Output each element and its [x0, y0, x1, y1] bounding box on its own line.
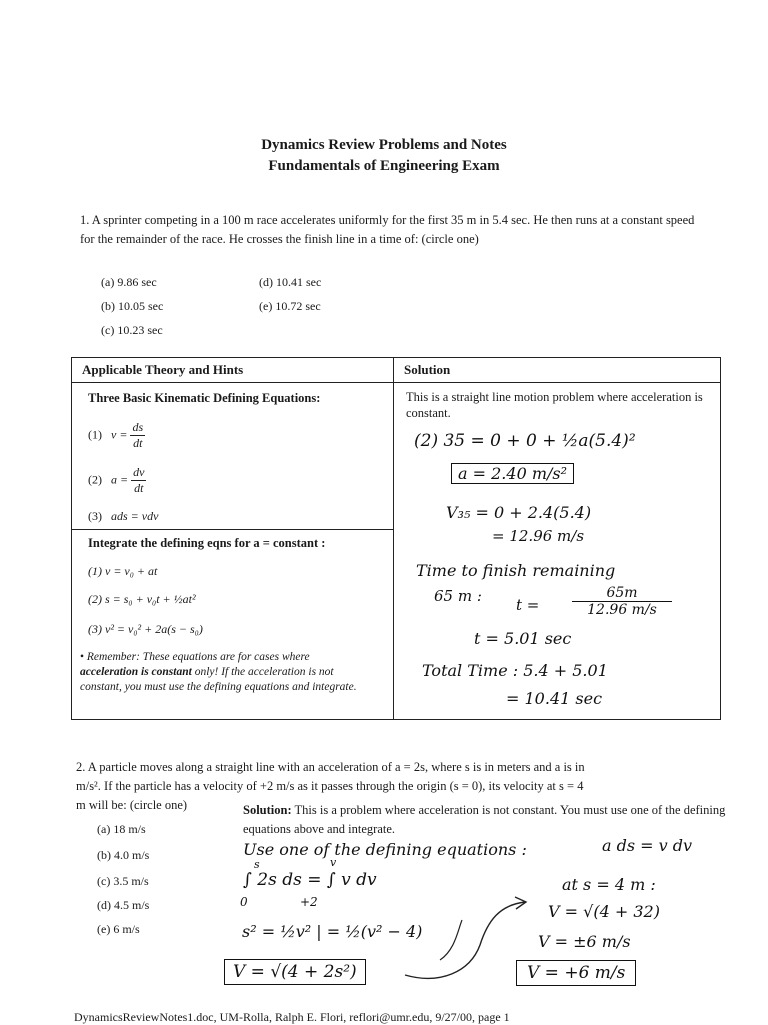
kinematic-eq-2	[88, 465, 146, 496]
solution-text: This is a problem where acceleration is not constant. You must use one of the defining equations above and integrate.	[243, 803, 726, 836]
theory-header: Applicable Theory and Hints	[72, 358, 394, 383]
kinematic-heading: Three Basic Kinematic Defining Equations:	[88, 391, 321, 405]
hand-fraction	[572, 585, 672, 618]
hand-eq-line-4: = 12.96 m/s	[492, 527, 585, 545]
hand-v-root: V = √(4 + 32)	[548, 902, 660, 921]
hand-boxed-final-answer: V = +6 m/s	[516, 960, 636, 986]
hand-eq-line-3: V₃₅ = 0 + 2.4(5.4)	[446, 503, 592, 522]
problem-1-option-d: (d) 10.41 sec	[259, 275, 322, 289]
eq-label: (1)	[88, 427, 102, 442]
page-footer: DynamicsReviewNotes1.doc, UM-Rolla, Ralph E. Flori, reflori@umr.edu, 9/27/00, page 1	[74, 1010, 510, 1024]
solution-label: Solution:	[243, 803, 292, 817]
hand-integral: ∫ 2s ds = ∫ v dv	[243, 870, 377, 890]
hand-eq-line-1: (2) 35 = 0 + 0 + ½a(5.4)²	[414, 431, 636, 451]
hand-lower-limit-2: +2	[300, 895, 318, 909]
eq-label: (3)	[88, 509, 102, 523]
integrated-eq-3: (3) v² = v₀² + 2a(s − s₀)	[88, 622, 203, 636]
eq-text: ads = vdv	[111, 509, 159, 523]
numerator: dv	[133, 465, 145, 479]
integrated-heading: Integrate the defining eqns for a = constant :	[88, 536, 326, 550]
kinematic-eq-3	[88, 509, 158, 524]
problem-1-option-e: (e) 10.72 sec	[259, 299, 321, 313]
eq-lhs: v =	[111, 427, 128, 442]
hand-lower-limit-0: 0	[240, 895, 248, 909]
hand-eq-line-5: Time to finish remaining	[416, 561, 616, 580]
hand-upper-limit-v: v	[330, 856, 337, 869]
hand-eq-line-10: = 10.41 sec	[506, 689, 603, 708]
fraction-dv-dt	[131, 465, 146, 496]
note-text-1: These equations are for cases where	[139, 651, 310, 663]
integrated-eq-2: (2) s = s₀ + v₀t + ½at²	[88, 592, 196, 606]
document-subtitle: Fundamentals of Engineering Exam	[268, 158, 500, 174]
hand-use-equation: Use one of the defining equations :	[243, 840, 527, 859]
eq-label: (2)	[88, 472, 102, 487]
note-text-2: only! If the acceleration is not constant, you must use the defining equations and integrate.	[80, 666, 357, 693]
hand-eq-line-9: Total Time : 5.4 + 5.01	[422, 661, 608, 680]
hand-arrow-strokes	[400, 890, 540, 990]
note-remember: Remember:	[86, 651, 140, 663]
solution-1-cell	[394, 383, 721, 720]
note-bold: acceleration is constant	[80, 666, 192, 678]
problem-2-line-2: m/s². If the particle has a velocity of +2 m/s as it passes through the origin (s = 0), its velocity at s = 4	[76, 779, 584, 793]
kinematic-eq-1	[88, 420, 145, 451]
problem-1-text: 1. A sprinter competing in a 100 m race accelerates uniformly for the first 35 m in 5.4 sec. He then runs at a constant speed for the remainder of the race. He crosses the finish line in a time of: (circle one)	[80, 213, 695, 246]
numerator: ds	[132, 420, 144, 434]
kinematic-equations-cell	[72, 383, 394, 530]
hand-side-stroke	[440, 920, 462, 960]
theory-solution-table	[71, 357, 721, 720]
solution-1-intro: This is a straight line motion problem where acceleration is constant.	[406, 390, 703, 420]
hand-boxed-acceleration: a = 2.40 m/s²	[451, 463, 574, 484]
hand-fraction-denominator: 12.96 m/s	[587, 602, 657, 618]
hand-eq-line-8: t = 5.01 sec	[474, 629, 572, 648]
fraction-ds-dt	[130, 420, 145, 451]
integrated-equations-cell	[72, 530, 394, 720]
hand-upper-limit-s: s	[254, 858, 260, 871]
integrated-eq-1: (1) v = v₀ + at	[88, 564, 158, 578]
eq-lhs: a =	[111, 472, 129, 487]
problem-2-line-1: 2. A particle moves along a straight line with an acceleration of a = 2s, where s is in meters and a is in	[76, 760, 585, 774]
hand-fraction-numerator: 65m	[572, 585, 672, 602]
problem-1-option-a: (a) 9.86 sec	[101, 275, 157, 289]
hand-ads-vdv: a ds = v dv	[602, 836, 693, 855]
problem-2-option-b: (b) 4.0 m/s	[97, 848, 150, 862]
problem-1-option-b: (b) 10.05 sec	[101, 299, 164, 313]
problem-2-solution	[243, 801, 733, 839]
hand-arrow-curve	[405, 902, 525, 978]
solution-header: Solution	[394, 358, 721, 383]
note-bullet: •	[80, 651, 85, 663]
hand-eq-t-label: t =	[516, 596, 540, 614]
denominator: dt	[133, 436, 143, 450]
hand-eq-line-6: 65 m :	[434, 587, 482, 605]
document-title: Dynamics Review Problems and Notes	[261, 137, 507, 153]
hand-boxed-v-expression: V = √(4 + 2s²)	[224, 959, 366, 985]
problem-2-option-a: (a) 18 m/s	[97, 822, 146, 836]
problem-2-line-3: m will be: (circle one)	[76, 798, 188, 812]
constant-acceleration-note	[80, 650, 370, 695]
problem-2-option-c: (c) 3.5 m/s	[97, 874, 149, 888]
problem-2-option-d: (d) 4.5 m/s	[97, 898, 150, 912]
hand-s-squared: s² = ½v² | = ½(v² − 4)	[242, 922, 423, 941]
hand-at-s-4: at s = 4 m :	[562, 875, 656, 894]
problem-1-option-c: (c) 10.23 sec	[101, 323, 163, 337]
denominator: dt	[134, 481, 144, 495]
hand-v-pm6: V = ±6 m/s	[538, 932, 631, 951]
problem-2-option-e: (e) 6 m/s	[97, 922, 140, 936]
